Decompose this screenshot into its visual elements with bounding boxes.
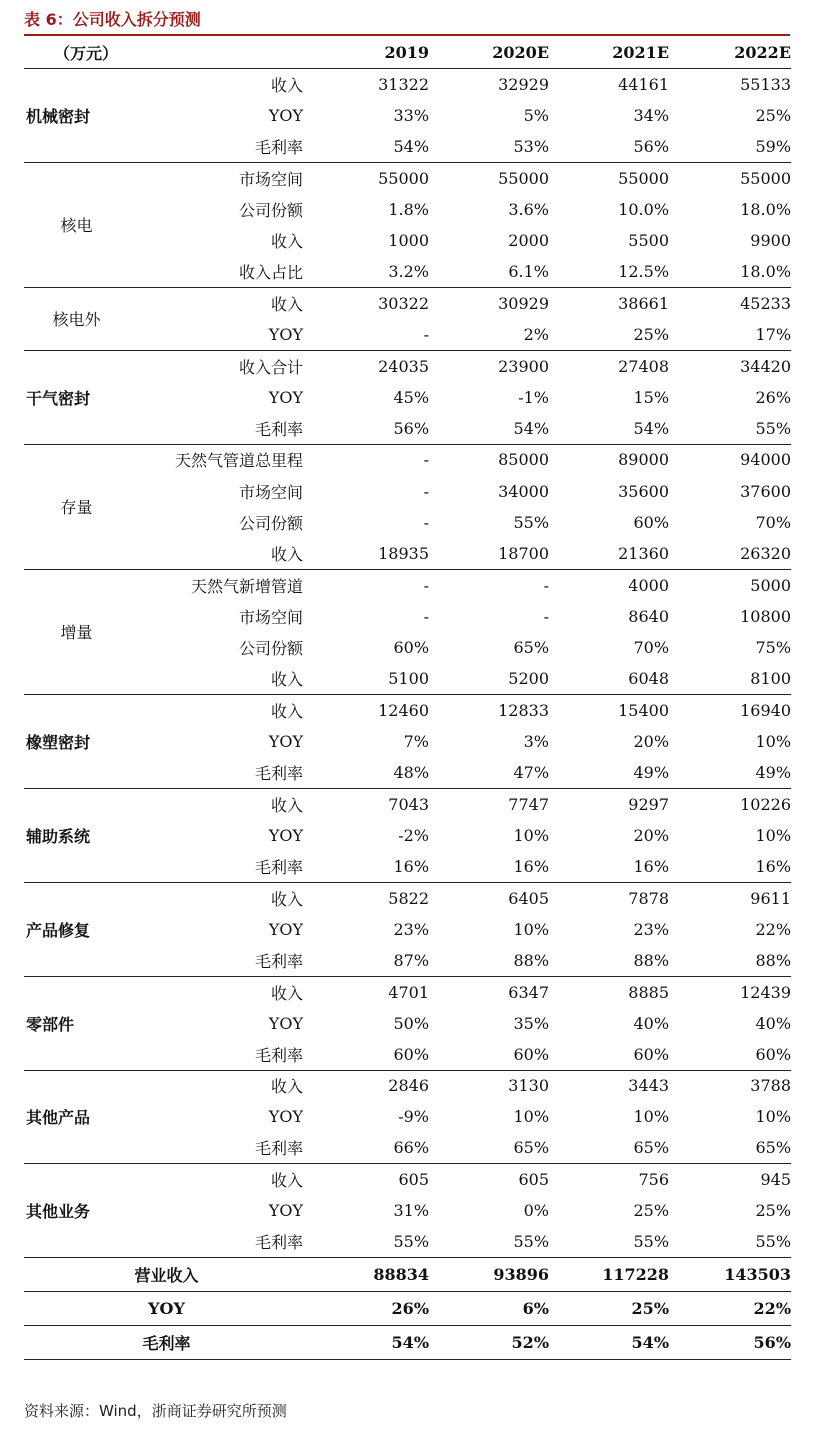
table-cell: 55%	[633, 1232, 670, 1252]
table-cell: 94000	[669, 444, 791, 475]
table-cell: 45%	[393, 387, 430, 407]
table-row	[24, 663, 791, 694]
table-cell: 9297	[549, 788, 669, 819]
table-row	[24, 131, 791, 162]
table-row	[24, 632, 791, 663]
total-cell: 6%	[429, 1292, 549, 1326]
table-cell: 5822	[309, 882, 429, 913]
segment-group	[24, 882, 791, 976]
table-row	[24, 601, 791, 632]
table-cell: 32929	[429, 69, 549, 100]
table-cell: 23900	[429, 350, 549, 381]
table-cell: 34%	[633, 105, 670, 125]
table-cell: 2000	[508, 231, 550, 251]
table-row	[24, 288, 791, 319]
segment-group	[24, 976, 791, 1070]
table-cell: 6347	[429, 976, 549, 1007]
table-cell: 2%	[523, 324, 550, 344]
total-cell: 88834	[309, 1258, 429, 1292]
table-cell: 7747	[429, 788, 549, 819]
table-row	[24, 945, 791, 976]
row-label: 收入	[129, 69, 309, 100]
table-row	[24, 256, 791, 287]
table-cell: 54%	[633, 418, 670, 438]
total-row	[24, 1258, 791, 1292]
segment-name: 核电	[24, 162, 129, 287]
table-cell: 5%	[523, 105, 550, 125]
table-cell: -	[543, 606, 550, 626]
row-label: YOY	[268, 919, 304, 939]
segment-name: 零部件	[24, 976, 129, 1070]
table-cell: -9%	[398, 1107, 430, 1127]
table-cell: 26320	[740, 543, 792, 563]
row-label: 收入	[271, 670, 304, 690]
row-label: YOY	[268, 324, 304, 344]
table-cell: 30322	[309, 288, 429, 319]
row-label: 毛利率	[255, 1233, 304, 1253]
table-cell: 3%	[523, 731, 550, 751]
table-cell: 605	[309, 1164, 429, 1195]
table-cell: 23%	[393, 919, 430, 939]
row-label: 毛利率	[255, 1139, 304, 1159]
table-cell: 10%	[755, 1107, 792, 1127]
table-cell: 3788	[669, 1070, 791, 1101]
table-cell: 15400	[549, 694, 669, 725]
table-cell: 4701	[309, 976, 429, 1007]
table-cell: 10%	[513, 1107, 550, 1127]
table-cell: 9900	[750, 231, 792, 251]
table-cell: 55133	[669, 69, 791, 100]
table-cell: 25%	[633, 324, 670, 344]
table-cell: 55%	[513, 512, 550, 532]
row-label: 收入占比	[239, 263, 304, 283]
table-cell: 605	[429, 1164, 549, 1195]
table-cell: 10%	[513, 825, 550, 845]
table-cell: 20%	[633, 825, 670, 845]
segment-group	[24, 288, 791, 351]
table-title: 表 6：公司收入拆分预测	[24, 10, 201, 29]
table-cell: 10%	[513, 919, 550, 939]
table-cell: 18.0%	[740, 199, 792, 219]
table-cell: 4000	[549, 569, 669, 600]
year-header: 2020E	[429, 37, 549, 69]
row-label: 毛利率	[255, 419, 304, 439]
table-cell: -	[309, 444, 429, 475]
table-cell: 7878	[549, 882, 669, 913]
row-label: 收入	[129, 1164, 309, 1195]
row-label: 毛利率	[255, 951, 304, 971]
table-cell: 33%	[393, 105, 430, 125]
table-row	[24, 1070, 791, 1101]
table-cell: 12.5%	[618, 262, 670, 282]
table-cell: 53%	[513, 136, 550, 156]
row-label: YOY	[268, 825, 304, 845]
table-cell: 25%	[755, 105, 792, 125]
row-label: 公司份额	[239, 638, 304, 658]
table-row	[24, 1164, 791, 1195]
row-label: 公司份额	[239, 513, 304, 533]
table-row	[24, 851, 791, 882]
table-cell: 22%	[755, 919, 792, 939]
table-cell: -	[423, 324, 430, 344]
row-label: 公司份额	[239, 200, 304, 220]
segment-group	[24, 444, 791, 569]
table-cell: 35%	[513, 1013, 550, 1033]
table-cell: 60%	[513, 1044, 550, 1064]
total-cell: 54%	[549, 1326, 669, 1360]
total-row	[24, 1292, 791, 1326]
table-cell: 34000	[498, 481, 550, 501]
segment-group	[24, 569, 791, 694]
table-cell: 10800	[740, 606, 792, 626]
table-cell: 55%	[393, 1232, 430, 1252]
table-cell: 88%	[513, 950, 550, 970]
row-label: 收入	[129, 882, 309, 913]
segment-group	[24, 788, 791, 882]
table-row	[24, 444, 791, 475]
total-cell: 56%	[669, 1326, 791, 1360]
revenue-forecast-table	[24, 37, 791, 1360]
total-cell: 54%	[309, 1326, 429, 1360]
table-cell: 55000	[549, 162, 669, 193]
source-note: 资料来源：Wind，浙商证券研究所预测	[24, 1402, 287, 1420]
table-cell: 5200	[508, 669, 550, 689]
row-label: 市场空间	[129, 162, 309, 193]
table-cell: -	[423, 606, 430, 626]
table-row	[24, 225, 791, 256]
table-row	[24, 694, 791, 725]
total-label: 营业收入	[24, 1258, 309, 1292]
table-cell: 55%	[755, 418, 792, 438]
table-cell: 6048	[628, 669, 670, 689]
table-cell: 21360	[618, 543, 670, 563]
table-row	[24, 1039, 791, 1070]
table-cell: 56%	[633, 136, 670, 156]
table-cell: 16%	[393, 856, 430, 876]
table-row	[24, 757, 791, 788]
table-cell: 5100	[388, 669, 430, 689]
table-cell: 0%	[523, 1201, 550, 1221]
table-cell: -	[309, 569, 429, 600]
segment-name: 存量	[24, 444, 129, 569]
segment-name: 辅助系统	[24, 788, 129, 882]
table-row	[24, 350, 791, 381]
table-cell: 45233	[669, 288, 791, 319]
segment-name: 机械密封	[24, 69, 129, 163]
table-cell: 1000	[388, 231, 430, 251]
table-row	[24, 726, 791, 757]
table-row	[24, 1195, 791, 1226]
total-cell: 117228	[549, 1258, 669, 1292]
table-cell: 7043	[309, 788, 429, 819]
table-cell: 87%	[393, 950, 430, 970]
table-cell: 70%	[755, 512, 792, 532]
table-cell: 10.0%	[618, 199, 670, 219]
segment-group	[24, 162, 791, 287]
row-label: 毛利率	[255, 857, 304, 877]
row-label: 天然气新增管道	[129, 569, 309, 600]
table-cell: 55%	[755, 1232, 792, 1252]
row-label: YOY	[268, 731, 304, 751]
table-cell: 16%	[633, 856, 670, 876]
row-label: 市场空间	[239, 482, 304, 502]
year-header: 2019	[309, 37, 429, 69]
table-cell: 1.8%	[388, 199, 430, 219]
table-cell: 50%	[393, 1013, 430, 1033]
table-row	[24, 475, 791, 506]
table-cell: 54%	[393, 136, 430, 156]
table-cell: 65%	[513, 637, 550, 657]
total-cell: 25%	[549, 1292, 669, 1326]
table-cell: 10%	[755, 731, 792, 751]
table-cell: -	[423, 512, 430, 532]
table-cell: 60%	[393, 637, 430, 657]
table-cell: 89000	[549, 444, 669, 475]
table-cell: 60%	[633, 1044, 670, 1064]
table-cell: 12833	[429, 694, 549, 725]
table-row	[24, 507, 791, 538]
table-cell: 54%	[513, 418, 550, 438]
table-cell: 3.6%	[508, 199, 550, 219]
table-cell: 85000	[429, 444, 549, 475]
table-cell: 15%	[633, 387, 670, 407]
header-row	[24, 37, 791, 69]
table-cell: 30929	[429, 288, 549, 319]
row-label: 市场空间	[239, 607, 304, 627]
table-cell: 27408	[549, 350, 669, 381]
table-cell: 59%	[755, 136, 792, 156]
table-cell: 16940	[669, 694, 791, 725]
total-row	[24, 1326, 791, 1360]
segment-name: 增量	[24, 569, 129, 694]
table-row	[24, 194, 791, 225]
table-cell: 88%	[633, 950, 670, 970]
table-cell: 31322	[309, 69, 429, 100]
table-cell: 75%	[755, 637, 792, 657]
table-row	[24, 538, 791, 569]
table-cell: 55000	[669, 162, 791, 193]
table-cell: 34420	[669, 350, 791, 381]
table-row	[24, 1226, 791, 1257]
table-cell: 56%	[393, 418, 430, 438]
table-cell: 3.2%	[388, 262, 430, 282]
table-cell: 8885	[549, 976, 669, 1007]
row-label: 收入	[129, 788, 309, 819]
total-cell: 93896	[429, 1258, 549, 1292]
table-cell: 47%	[513, 762, 550, 782]
table-cell: 16%	[513, 856, 550, 876]
segment-name: 其他业务	[24, 1164, 129, 1258]
table-row	[24, 413, 791, 444]
table-cell: 8640	[628, 606, 670, 626]
table-cell: 35600	[618, 481, 670, 501]
row-label: 毛利率	[255, 137, 304, 157]
row-label: 收入	[129, 976, 309, 1007]
table-row	[24, 100, 791, 131]
table-row	[24, 820, 791, 851]
row-label: 天然气管道总里程	[129, 444, 309, 475]
table-cell: 40%	[633, 1013, 670, 1033]
row-label: YOY	[268, 1201, 304, 1221]
table-cell: 756	[549, 1164, 669, 1195]
segment-group	[24, 1070, 791, 1164]
table-cell: 7%	[403, 731, 430, 751]
table-cell: 6405	[429, 882, 549, 913]
row-label: 收入	[271, 544, 304, 564]
table-cell: 49%	[633, 762, 670, 782]
table-cell: 60%	[393, 1044, 430, 1064]
table-cell: 10%	[633, 1107, 670, 1127]
total-cell: 26%	[309, 1292, 429, 1326]
table-cell: 55000	[309, 162, 429, 193]
table-cell: -1%	[518, 387, 550, 407]
year-header: 2021E	[549, 37, 669, 69]
table-row	[24, 319, 791, 350]
segment-group	[24, 1164, 791, 1258]
table-cell: 3130	[429, 1070, 549, 1101]
table-cell: 25%	[755, 1201, 792, 1221]
table-cell: 18.0%	[740, 262, 792, 282]
table-cell: 3443	[549, 1070, 669, 1101]
table-cell: -2%	[398, 825, 430, 845]
table-cell: 20%	[633, 731, 670, 751]
table-cell: 55%	[513, 1232, 550, 1252]
table-cell: 70%	[633, 637, 670, 657]
table-cell: 12439	[669, 976, 791, 1007]
table-row	[24, 882, 791, 913]
table-cell: 17%	[755, 324, 792, 344]
totals-section	[24, 1258, 791, 1360]
row-label: 收入	[129, 694, 309, 725]
table-row	[24, 1007, 791, 1038]
year-header: 2022E	[669, 37, 791, 69]
table-cell: 26%	[755, 387, 792, 407]
row-label: YOY	[268, 1107, 304, 1127]
row-label: 毛利率	[255, 1045, 304, 1065]
table-row	[24, 1101, 791, 1132]
table-cell: 38661	[549, 288, 669, 319]
total-label: 毛利率	[24, 1326, 309, 1360]
row-label: 收入合计	[129, 350, 309, 381]
table-cell: 66%	[393, 1138, 430, 1158]
total-cell: 22%	[669, 1292, 791, 1326]
unit-label: （万元）	[24, 37, 309, 69]
table-cell: 48%	[393, 762, 430, 782]
table-row	[24, 569, 791, 600]
table-cell: 40%	[755, 1013, 792, 1033]
table-cell: 945	[669, 1164, 791, 1195]
table-cell: 2846	[309, 1070, 429, 1101]
table-cell: 5000	[669, 569, 791, 600]
title-rule	[24, 34, 790, 36]
row-label: 毛利率	[255, 763, 304, 783]
table-cell: 12460	[309, 694, 429, 725]
table-cell: 6.1%	[508, 262, 550, 282]
total-label: YOY	[24, 1292, 309, 1326]
table-row	[24, 788, 791, 819]
table-cell: 88%	[755, 950, 792, 970]
table-cell: 8100	[750, 669, 792, 689]
table-cell: 55000	[429, 162, 549, 193]
table-cell: -	[423, 481, 430, 501]
table-row	[24, 914, 791, 945]
row-label: 收入	[129, 1070, 309, 1101]
table-cell: 37600	[740, 481, 792, 501]
table-cell: 65%	[755, 1138, 792, 1158]
table-row	[24, 162, 791, 193]
total-cell: 143503	[669, 1258, 791, 1292]
segment-name: 干气密封	[24, 350, 129, 444]
row-label: YOY	[268, 1013, 304, 1033]
segment-group	[24, 69, 791, 163]
table-cell: 44161	[549, 69, 669, 100]
table-cell: 49%	[755, 762, 792, 782]
row-label: 收入	[271, 232, 304, 252]
table-cell: 24035	[309, 350, 429, 381]
table-cell: 9611	[669, 882, 791, 913]
table-cell: 60%	[755, 1044, 792, 1064]
segment-name: 核电外	[24, 288, 129, 351]
table-row	[24, 976, 791, 1007]
row-label: 收入	[129, 288, 309, 319]
table-cell: 5500	[628, 231, 670, 251]
table-cell: 18700	[498, 543, 550, 563]
table-cell: -	[429, 569, 549, 600]
table-cell: 10226	[669, 788, 791, 819]
table-cell: 18935	[378, 543, 430, 563]
table-row	[24, 69, 791, 100]
segment-group	[24, 350, 791, 444]
table-cell: 16%	[755, 856, 792, 876]
table-cell: 10%	[755, 825, 792, 845]
segment-group	[24, 694, 791, 788]
table-row	[24, 381, 791, 412]
total-cell: 52%	[429, 1326, 549, 1360]
table-cell: 60%	[633, 512, 670, 532]
row-label: YOY	[268, 105, 304, 125]
segment-name: 橡塑密封	[24, 694, 129, 788]
table-cell: 23%	[633, 919, 670, 939]
table-cell: 65%	[513, 1138, 550, 1158]
segment-name: 产品修复	[24, 882, 129, 976]
table-cell: 65%	[633, 1138, 670, 1158]
table-cell: 25%	[633, 1201, 670, 1221]
table-cell: 31%	[393, 1201, 430, 1221]
segment-name: 其他产品	[24, 1070, 129, 1164]
row-label: YOY	[268, 387, 304, 407]
table-row	[24, 1133, 791, 1164]
